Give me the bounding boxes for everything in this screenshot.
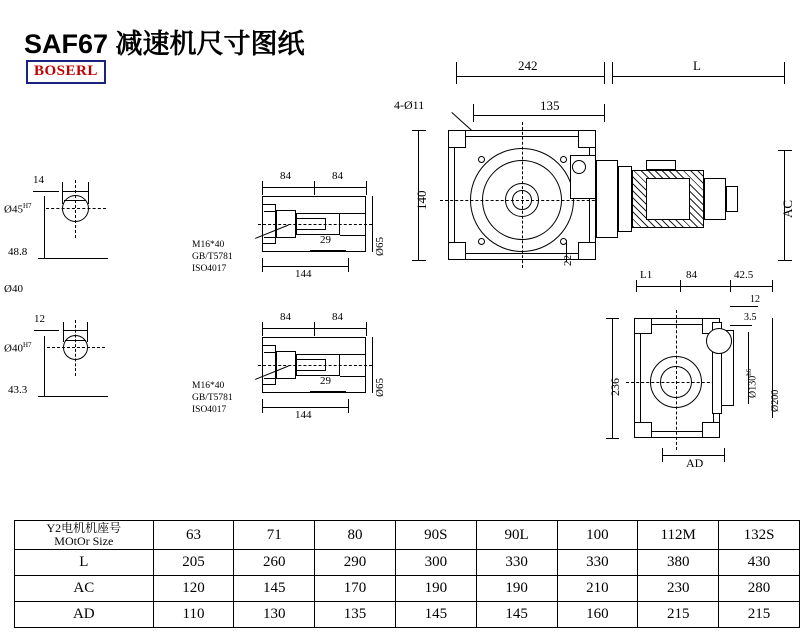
- dim-43-3: 43.3: [8, 384, 28, 396]
- cell-AC-0: 120: [153, 576, 234, 602]
- dim-84-b1: 84: [332, 170, 343, 182]
- cell-L-6: 380: [638, 550, 719, 576]
- cell-L-0: 205: [153, 550, 234, 576]
- dim-AC: AC: [780, 199, 795, 218]
- table-row: [15, 602, 800, 628]
- cell-AD-6: 215: [638, 602, 719, 628]
- dim-L1: L1: [640, 269, 653, 281]
- cell-AD-4: 145: [476, 602, 557, 628]
- cell-AC-6: 230: [638, 576, 719, 602]
- standard-note-1a: GB/T5781: [192, 252, 233, 262]
- table-row: [15, 521, 800, 550]
- cell-L-2: 290: [315, 550, 396, 576]
- row-header-motor-size: [15, 521, 154, 550]
- dim-d65-1: Ø65: [374, 237, 386, 256]
- cell-AC-7: 280: [719, 576, 800, 602]
- page-title: SAF67 减速机尺寸图纸: [24, 29, 305, 59]
- row-header-AC: AC: [15, 576, 154, 602]
- cell-AD-2: 135: [315, 602, 396, 628]
- dim-29-2: 29: [320, 375, 331, 387]
- cell-AC-2: 170: [315, 576, 396, 602]
- adapter-round: [706, 328, 732, 354]
- dim-144-2: 144: [295, 409, 312, 421]
- terminal-box: [646, 160, 676, 170]
- cell-L-5: 330: [557, 550, 638, 576]
- dim-84-b2: 84: [332, 311, 343, 323]
- cell-motor-4: 90L: [476, 521, 557, 550]
- mount-pad-tl: [448, 130, 466, 148]
- cell-AD-7: 215: [719, 602, 800, 628]
- dim-d65-2: Ø65: [374, 378, 386, 397]
- hole-note: 4-Ø11: [394, 98, 425, 112]
- cell-AC-3: 190: [395, 576, 476, 602]
- cell-motor-7: 132S: [719, 521, 800, 550]
- dim-key-width-1: 14: [33, 174, 44, 186]
- cell-L-3: 300: [395, 550, 476, 576]
- dim-22: 22: [562, 255, 574, 266]
- standard-note-2b: ISO4017: [192, 405, 227, 415]
- fan-cover: [704, 178, 726, 220]
- dim-84-bottom: 84: [686, 269, 697, 281]
- cell-L-4: 330: [476, 550, 557, 576]
- shaft-dia-label-2: Ø40: [4, 283, 23, 295]
- cell-AD-3: 145: [395, 602, 476, 628]
- table-row: [15, 576, 800, 602]
- thread-note-1: M16*40: [192, 240, 225, 250]
- dim-84-a1: 84: [280, 170, 291, 182]
- bolt-hole-tr: [560, 156, 567, 163]
- dim-AD: AD: [686, 456, 704, 470]
- motor-flange: [618, 166, 632, 232]
- table-row: [15, 550, 800, 576]
- cell-motor-3: 90S: [395, 521, 476, 550]
- dim-242: 242: [518, 58, 538, 73]
- dim-d130: $Ø130^{h6}$: [745, 368, 759, 398]
- shaft-dia-label-1: $Ø45^{H7}$: [4, 202, 32, 216]
- standard-note-1b: ISO4017: [192, 264, 227, 274]
- cell-AC-1: 145: [234, 576, 315, 602]
- dim-84-a2: 84: [280, 311, 291, 323]
- row-header-line2: MOtOr Size: [54, 534, 114, 548]
- dim-L: L: [693, 58, 701, 73]
- spec-table: [14, 520, 800, 628]
- motor-core: [646, 178, 690, 220]
- fan-end: [726, 186, 738, 212]
- cell-AC-5: 210: [557, 576, 638, 602]
- sec-pad-bl: [634, 422, 652, 438]
- cell-motor-5: 100: [557, 521, 638, 550]
- shaft-dia-label-3: $Ø40^{H7}$: [4, 341, 32, 355]
- cell-motor-2: 80: [315, 521, 396, 550]
- dim-12: 12: [750, 294, 760, 305]
- bolt-hole-bl: [478, 238, 485, 245]
- brand-logo: BOSERL: [26, 60, 106, 84]
- sec-pad-br: [702, 422, 720, 438]
- dim-140: 140: [414, 190, 429, 210]
- cell-motor-0: 63: [153, 521, 234, 550]
- cell-L-1: 260: [234, 550, 315, 576]
- dim-29-1: 29: [320, 234, 331, 246]
- dim-d200: Ø200: [770, 389, 781, 412]
- motor-adapter: [596, 160, 618, 238]
- mount-pad-bl: [448, 242, 466, 260]
- row-header-line1: Y2电机机座号: [46, 521, 122, 535]
- dim-144-1: 144: [295, 268, 312, 280]
- cell-L-7: 430: [719, 550, 800, 576]
- row-header-AD: AD: [15, 602, 154, 628]
- cell-AD-1: 130: [234, 602, 315, 628]
- mount-pad-br: [578, 242, 596, 260]
- dim-key-width-2: 12: [34, 313, 45, 325]
- cell-AC-4: 190: [476, 576, 557, 602]
- dim-236: 236: [608, 378, 622, 396]
- dim-135: 135: [540, 98, 560, 113]
- dim-42-5: 42.5: [734, 269, 754, 281]
- bolt-hole-tl: [478, 156, 485, 163]
- cell-AD-0: 110: [153, 602, 234, 628]
- mount-pad-tr: [578, 130, 596, 148]
- cell-motor-1: 71: [234, 521, 315, 550]
- dim-48-8: 48.8: [8, 246, 28, 258]
- sec-pad-tl: [634, 318, 652, 334]
- breather-circle: [572, 160, 586, 174]
- thread-note-2: M16*40: [192, 381, 225, 391]
- standard-note-2a: GB/T5781: [192, 393, 233, 403]
- cell-AD-5: 160: [557, 602, 638, 628]
- cell-motor-6: 112M: [638, 521, 719, 550]
- dim-3-5: 3.5: [744, 312, 757, 323]
- row-header-L: L: [15, 550, 154, 576]
